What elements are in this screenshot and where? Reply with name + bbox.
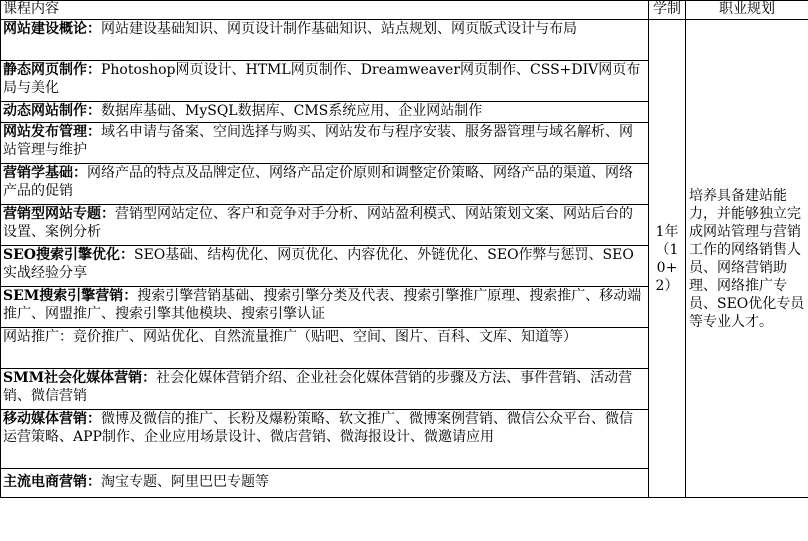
course-cell	[1, 469, 649, 498]
course-title: 移动媒体营销：	[3, 411, 101, 427]
course-cell	[1, 410, 649, 469]
course-title: 动态网站制作：	[3, 103, 101, 119]
course-cell	[1, 287, 649, 328]
course-cell	[1, 164, 649, 205]
course-title: 主流电商营销：	[3, 474, 101, 490]
course-text: 网站建设基础知识、网页设计制作基础知识、站点规划、网页版式设计与布局	[101, 21, 577, 37]
course-text: Photoshop网页设计、HTML网页制作、Dreamweaver网页制作、CSS+DIV网页布局与美化	[3, 62, 641, 96]
course-text: 网站推广：竞价推广、网站优化、自然流量推广（贴吧、空间、图片、百科、文库、知道等）	[3, 329, 577, 345]
course-text: 微博及微信的推广、长粉及爆粉策略、软文推广、微博案例营销、微信公众平台、微信运营策略、APP制作、企业应用场景设计、微店营销、微海报设计、微邀请应用	[3, 411, 633, 445]
course-text: 域名申请与备案、空间选择与购买、网站发布与程序安装、服务器管理与域名解析、网站管理与维护	[3, 124, 633, 158]
header-row	[1, 1, 808, 20]
course-cell	[1, 369, 649, 410]
course-text: 网络产品的特点及品牌定位、网络产品定价原则和调整定价策略、网络产品的渠道、网络产品的促销	[3, 165, 633, 199]
career-value: 培养具备建站能力，并能够独立完成网站管理与营销工作的网络销售人员、网络营销助理、网络推广专员、SEO优化专员等专业人才。	[689, 187, 805, 330]
course-text: 淘宝专题、阿里巴巴专题等	[101, 474, 269, 490]
course-title: 静态网页制作：	[3, 62, 101, 78]
course-cell	[1, 246, 649, 287]
course-title: 营销学基础：	[3, 165, 87, 181]
course-cell	[1, 20, 649, 61]
course-title: SMM社会化媒体营销：	[3, 370, 157, 386]
course-title: SEM搜索引擎营销：	[3, 288, 138, 304]
course-text: 数据库基础、MySQL数据库、CMS系统应用、企业网站制作	[101, 103, 483, 119]
course-cell	[1, 102, 649, 123]
course-text: SEO基础、结构优化、网页优化、内容优化、外链优化、SEO作弊与惩罚、SEO实战经验分享	[3, 247, 634, 281]
header-duration: 学制	[649, 1, 686, 20]
course-title: 营销型网站专题：	[3, 206, 115, 222]
course-title: 网站发布管理：	[3, 124, 101, 140]
course-title: 网站建设概论：	[3, 21, 101, 37]
header-content: 课程内容	[1, 1, 649, 20]
duration-cell	[649, 20, 686, 498]
duration-value: 1年（10+2）	[655, 223, 679, 294]
course-text: 营销型网站定位、客户和竞争对手分析、网站盈利模式、网站策划文案、网站后台的设置、案例分析	[3, 206, 633, 240]
course-cell	[1, 61, 649, 102]
course-text: 搜索引擎营销基础、搜索引擎分类及代表、搜索引擎推广原理、搜索推广、移动端推广、网盟推广、搜索引擎其他模块、搜索引擎认证	[3, 288, 642, 322]
course-cell	[1, 205, 649, 246]
header-career: 职业规划	[686, 1, 808, 20]
course-text: 社会化媒体营销介绍、企业社会化媒体营销的步骤及方法、事件营销、活动营销、微信营销	[3, 370, 633, 404]
course-cell	[1, 328, 649, 369]
table-row	[1, 20, 808, 61]
career-cell	[686, 20, 808, 498]
course-title: SEO搜索引擎优化：	[3, 247, 134, 263]
course-cell	[1, 123, 649, 164]
